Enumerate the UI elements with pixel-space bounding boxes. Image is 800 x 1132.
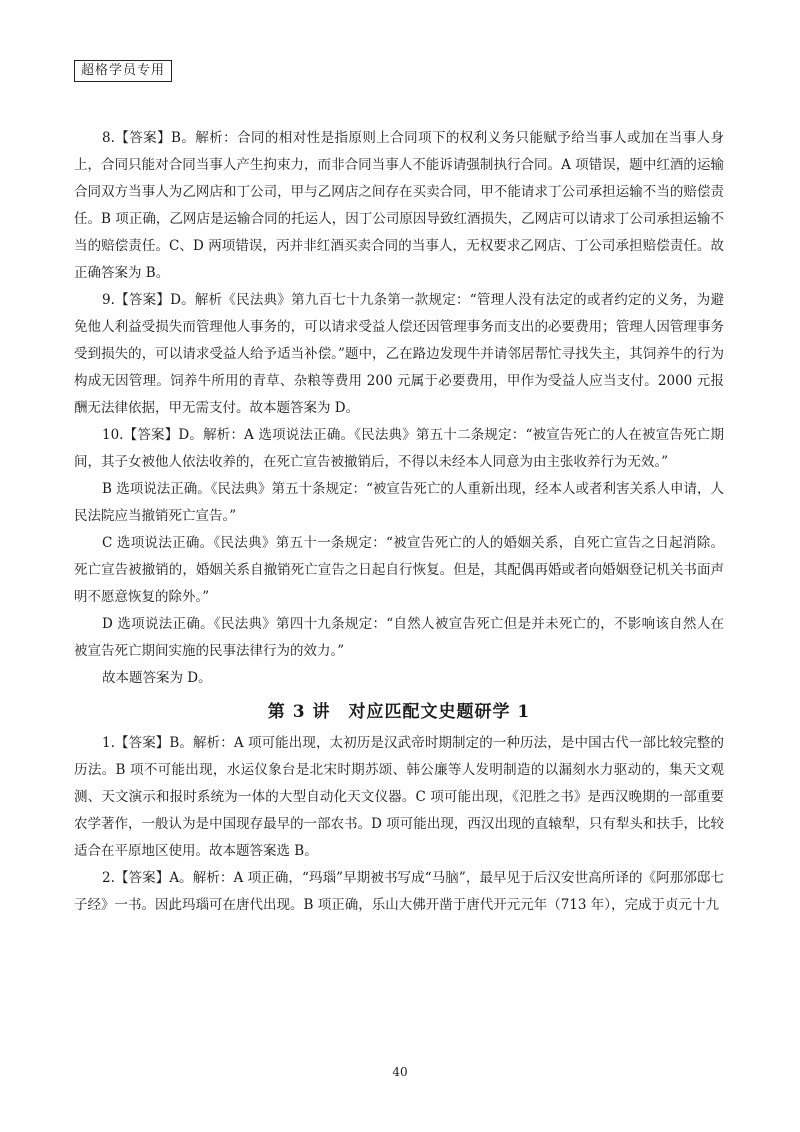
answer-10: 10.【答案】D。解析：A 选项说法正确。《民法典》第五十二条规定：“被宣告死亡的人在被宣告死亡期间，其子女被他人依法收养的，在死亡宣告被撤销后，不得以未经本人同意为由主张收养行为无效。” [74,427,724,470]
answer-10-option-d: D 选项说法正确。《民法典》第四十九条规定：“自然人被宣告死亡但是并未死亡的，不影响该自然人在被宣告死亡期间实施的民事法律行为的效力。” [74,616,724,659]
answer-8: 8.【答案】B。解析：合同的相对性是指原则上合同项下的权利义务只能赋予给当事人或加在当事人身上，合同只能对合同当事人产生拘束力，而非合同当事人不能诉请强制执行合同。A 项错误，题中红酒的运输合同双方当事人为乙网店和丁公司，甲与乙网店之间存在买卖合同，甲不能请求丁公司承担运输不当的赔偿责任。B 项正确，乙网店是运输合同的托运人，因丁公司原因导致红酒损失，乙网店可以请求丁公司承担运输不当的赔偿责任。C、D 两项错误，丙并非红酒买卖合同的当事人，无权要求乙网店、丁公司承担赔偿责任。故正确答案为 B。 [74,130,724,281]
answer-9: 9.【答案】D。解析《民法典》第九百七十九条第一款规定：“管理人没有法定的或者约定的义务，为避免他人利益受损失而管理他人事务的，可以请求受益人偿还因管理事务而支出的必要费用；管理人因管理事务受到损失的，可以请求受益人给予适当补偿。”题中，乙在路边发现牛并请邻居帮忙寻找失主，其饲养牛的行为构成无因管理。饲养牛所用的青草、杂粮等费用 200 元属于必要费用，甲作为受益人应当支付。2000 元报酬无法律依据，甲无需支付。故本题答案为 D。 [74,292,724,416]
answer-10-option-c: C 选项说法正确。《民法典》第五十一条规定：“被宣告死亡的人的婚姻关系，自死亡宣告之日起消除。死亡宣告被撤销的，婚姻关系自撤销死亡宣告之日起自行恢复。但是，其配偶再婚或者向婚姻登记机关书面声明不愿意恢复的除外。” [74,535,724,605]
section3-answer-1: 1.【答案】B。解析：A 项可能出现，太初历是汉武帝时期制定的一种历法，是中国古代一部比较完整的历法。B 项不可能出现，水运仪象台是北宋时期苏颂、韩公廉等人发明制造的以漏刻水力驱动的，集天文观测、天文演示和报时系统为一体的大型自动化天文仪器。C 项可能出现，《氾胜之书》是西汉晚期的一部重要农学著作，一般认为是中国现存最早的一部农书。D 项可能出现，西汉出现的直辕犁，只有犁头和扶手，比较适合在平原地区使用。故本题答案选 B。 [74,735,724,859]
section-title: 第 3 讲 对应匹配文史题研学 1 [267,702,531,722]
answer-explanations [74,125,724,919]
section3-answer-2: 2.【答案】A。解析：A 项正确，“玛瑙”早期被书写成“马脑”，最早见于后汉安世高所译的《阿那邠邸七子经》一书。因此玛瑙可在唐代出现。B 项正确，乐山大佛开凿于唐代开元元年（713 年），完成于贞元十九 [74,870,724,913]
page-number: 40 [392,1065,408,1079]
student-only-badge: 超格学员专用 [74,60,172,82]
answer-10-option-b: B 选项说法正确。《民法典》第五十条规定：“被宣告死亡的人重新出现，经本人或者利害关系人申请，人民法院应当撤销死亡宣告。” [74,481,724,524]
answer-10-conclusion: 故本题答案为 D。 [102,670,212,686]
